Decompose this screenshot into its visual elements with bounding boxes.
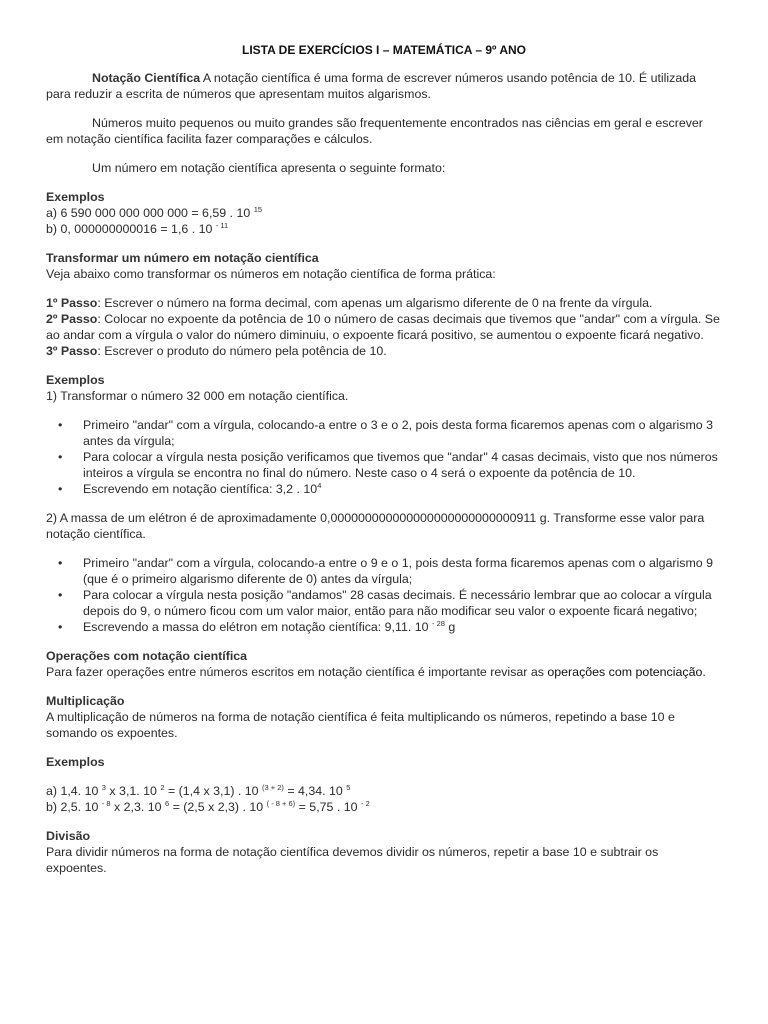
list-item-text: Primeiro "andar" com a vírgula, colocando-a entre o 9 e o 1, pois desta forma ficaremos apenas com o algarismo 9 (que é o primeiro algarismo diferente de 0) antes da vírgula; [83, 556, 714, 586]
list-item [46, 449, 722, 481]
example-2-bullets [46, 555, 722, 635]
bullet-icon: • [58, 620, 63, 634]
page-title: LISTA DE EXERCÍCIOS I – MATEMÁTICA – 9º ANO [242, 43, 526, 57]
expr-part: x 3,1. 10 [105, 784, 161, 798]
examples-heading-1: Exemplos [46, 190, 105, 204]
example-a [46, 205, 722, 221]
expr-part: = (1,4 x 3,1) . 10 [164, 784, 263, 798]
list-item-text: Para colocar a vírgula nesta posição "andamos" 28 casas decimais. É necessário lembrar que ao colocar a vírgula depois do 9, o número ficou com um valor maior, então para não modificar seu valor o expoente ficará negativo; [83, 588, 712, 618]
operations-body: Para fazer operações entre números escritos em notação científica é importante revisar as [46, 665, 548, 679]
example-a-exponent: 15 [253, 205, 263, 214]
list-item-text: Primeiro "andar" com a vírgula, colocando-a entre o 3 e o 2, pois desta forma ficaremos apenas com o algarismo 3 antes da vírgula; [83, 418, 714, 448]
expr-part: b) 2,5. 10 [46, 800, 102, 814]
transform-section [46, 250, 722, 282]
exponent: - 8 [101, 799, 111, 808]
step-3-text: : Escrever o produto do número pela potência de 10. [97, 344, 387, 358]
operations-heading: Operações com notação científica [46, 649, 248, 663]
intro-heading: Notação Científica [92, 71, 201, 85]
exponent: - 28 [431, 619, 445, 628]
list-item [46, 481, 722, 497]
exponent: ( - 8 + 6) [266, 799, 296, 808]
example-b [46, 221, 722, 237]
paragraph-format: Um número em notação científica apresenta o seguinte formato: [92, 161, 446, 175]
exponent: 6 [164, 799, 170, 808]
list-item [46, 417, 722, 449]
exponent: - 2 [360, 799, 370, 808]
exponent: (3 + 2) [262, 783, 284, 792]
division-heading: Divisão [46, 829, 91, 843]
step-1-text: : Escrever o número na forma decimal, com apenas um algarismo diferente de 0 na frente da vírgula. [97, 296, 653, 310]
paragraph-sciences: Números muito pequenos ou muito grandes são frequentemente encontrados nas ciências em geral e escrever em notação científica facilita fazer comparações e cálculos. [46, 116, 703, 146]
multiplication-example-a [46, 783, 722, 799]
expr-part: a) 1,4. 10 [46, 784, 102, 798]
operations-text [46, 664, 722, 680]
list-item-text: Para colocar a vírgula nesta posição verificamos que tivemos que "andar" 4 casas decimais, visto que nos números inteiros a vírgula se encontra no final do número. Neste caso o 4 será o expoente da potência de 10. [83, 450, 718, 480]
exponent: 5 [346, 783, 351, 792]
expr-part: = 4,34. 10 [283, 784, 347, 798]
division-text: Para dividir números na forma de notação científica devemos dividir os números, repetir a base 10 e subtrair os expoentes. [46, 845, 659, 875]
steps-section [46, 295, 722, 359]
multiplication-section [46, 693, 722, 741]
expr-part: = (2,5 x 2,3) . 10 [169, 800, 267, 814]
exponent: 4 [317, 481, 322, 490]
step-2-label: 2º Passo [46, 312, 98, 326]
example-a-base: a) 6 590 000 000 000 000 = 6,59 . 10 [46, 206, 254, 220]
examples-section-1 [46, 189, 722, 237]
example-1-bullets [46, 417, 722, 497]
unit-text: g [444, 620, 456, 634]
operations-end: . [702, 665, 706, 679]
division-section [46, 828, 722, 876]
expr-part: x 2,3. 10 [110, 800, 165, 814]
example-2-statement: 2) A massa de um elétron é de aproximadamente 0,000000000000000000000000000911 g. Transforme esse valor para notação científica. [46, 511, 705, 541]
list-item [46, 619, 722, 635]
list-item [46, 587, 722, 619]
examples-heading-2: Exemplos [46, 373, 105, 387]
example-b-base: b) 0, 000000000016 = 1,6 . 10 [46, 222, 216, 236]
multiplication-examples [46, 783, 722, 815]
list-item-text: Escrevendo a massa do elétron em notação científica: 9,11. 10 [83, 620, 432, 634]
bullet-icon: • [58, 450, 63, 464]
step-2-text: : Colocar no expoente da potência de 10 o número de casas decimais que tivemos que "andar" com a vírgula. Se ao andar com a vírgula o valor do número diminuiu, o expoente ficará positivo, se aumentou o expoente ficará negativo. [46, 312, 720, 342]
step-3 [46, 343, 722, 359]
exponent: 3 [101, 783, 106, 792]
step-1 [46, 295, 722, 311]
bullet-icon: • [58, 556, 63, 570]
step-2 [46, 311, 722, 343]
intro-paragraph [46, 70, 722, 102]
transform-text: Veja abaixo como transformar os números em notação científica de forma prática: [46, 267, 496, 281]
exponent: 2 [160, 783, 165, 792]
bullet-icon: • [58, 482, 63, 496]
operations-section [46, 648, 722, 680]
example-b-exponent: - 11 [215, 221, 229, 230]
expr-part: = 5,75 . 10 [295, 800, 361, 814]
bullet-icon: • [58, 418, 63, 432]
multiplication-heading: Multiplicação [46, 694, 125, 708]
step-3-label: 3º Passo [46, 344, 98, 358]
multiplication-text: A multiplicação de números na forma de notação científica é feita multiplicando os números, repetindo a base 10 e somando os expoentes. [46, 710, 675, 740]
potenciacao-link[interactable]: operações com potenciação [547, 665, 703, 679]
step-1-label: 1º Passo [46, 296, 98, 310]
example-1-statement: 1) Transformar o número 32 000 em notação científica. [46, 389, 349, 403]
examples-heading-3: Exemplos [46, 755, 105, 769]
list-item-text: Escrevendo em notação científica: 3,2 . 10 [83, 482, 318, 496]
multiplication-example-b [46, 799, 722, 815]
transform-heading: Transformar um número em notação científica [46, 251, 319, 265]
intro-text: A notação científica é uma forma de escrever números usando potência de 10. É utilizada para reduzir a escrita de números que apresentam muitos algarismos. [46, 71, 697, 101]
list-item [46, 555, 722, 587]
bullet-icon: • [58, 588, 63, 602]
